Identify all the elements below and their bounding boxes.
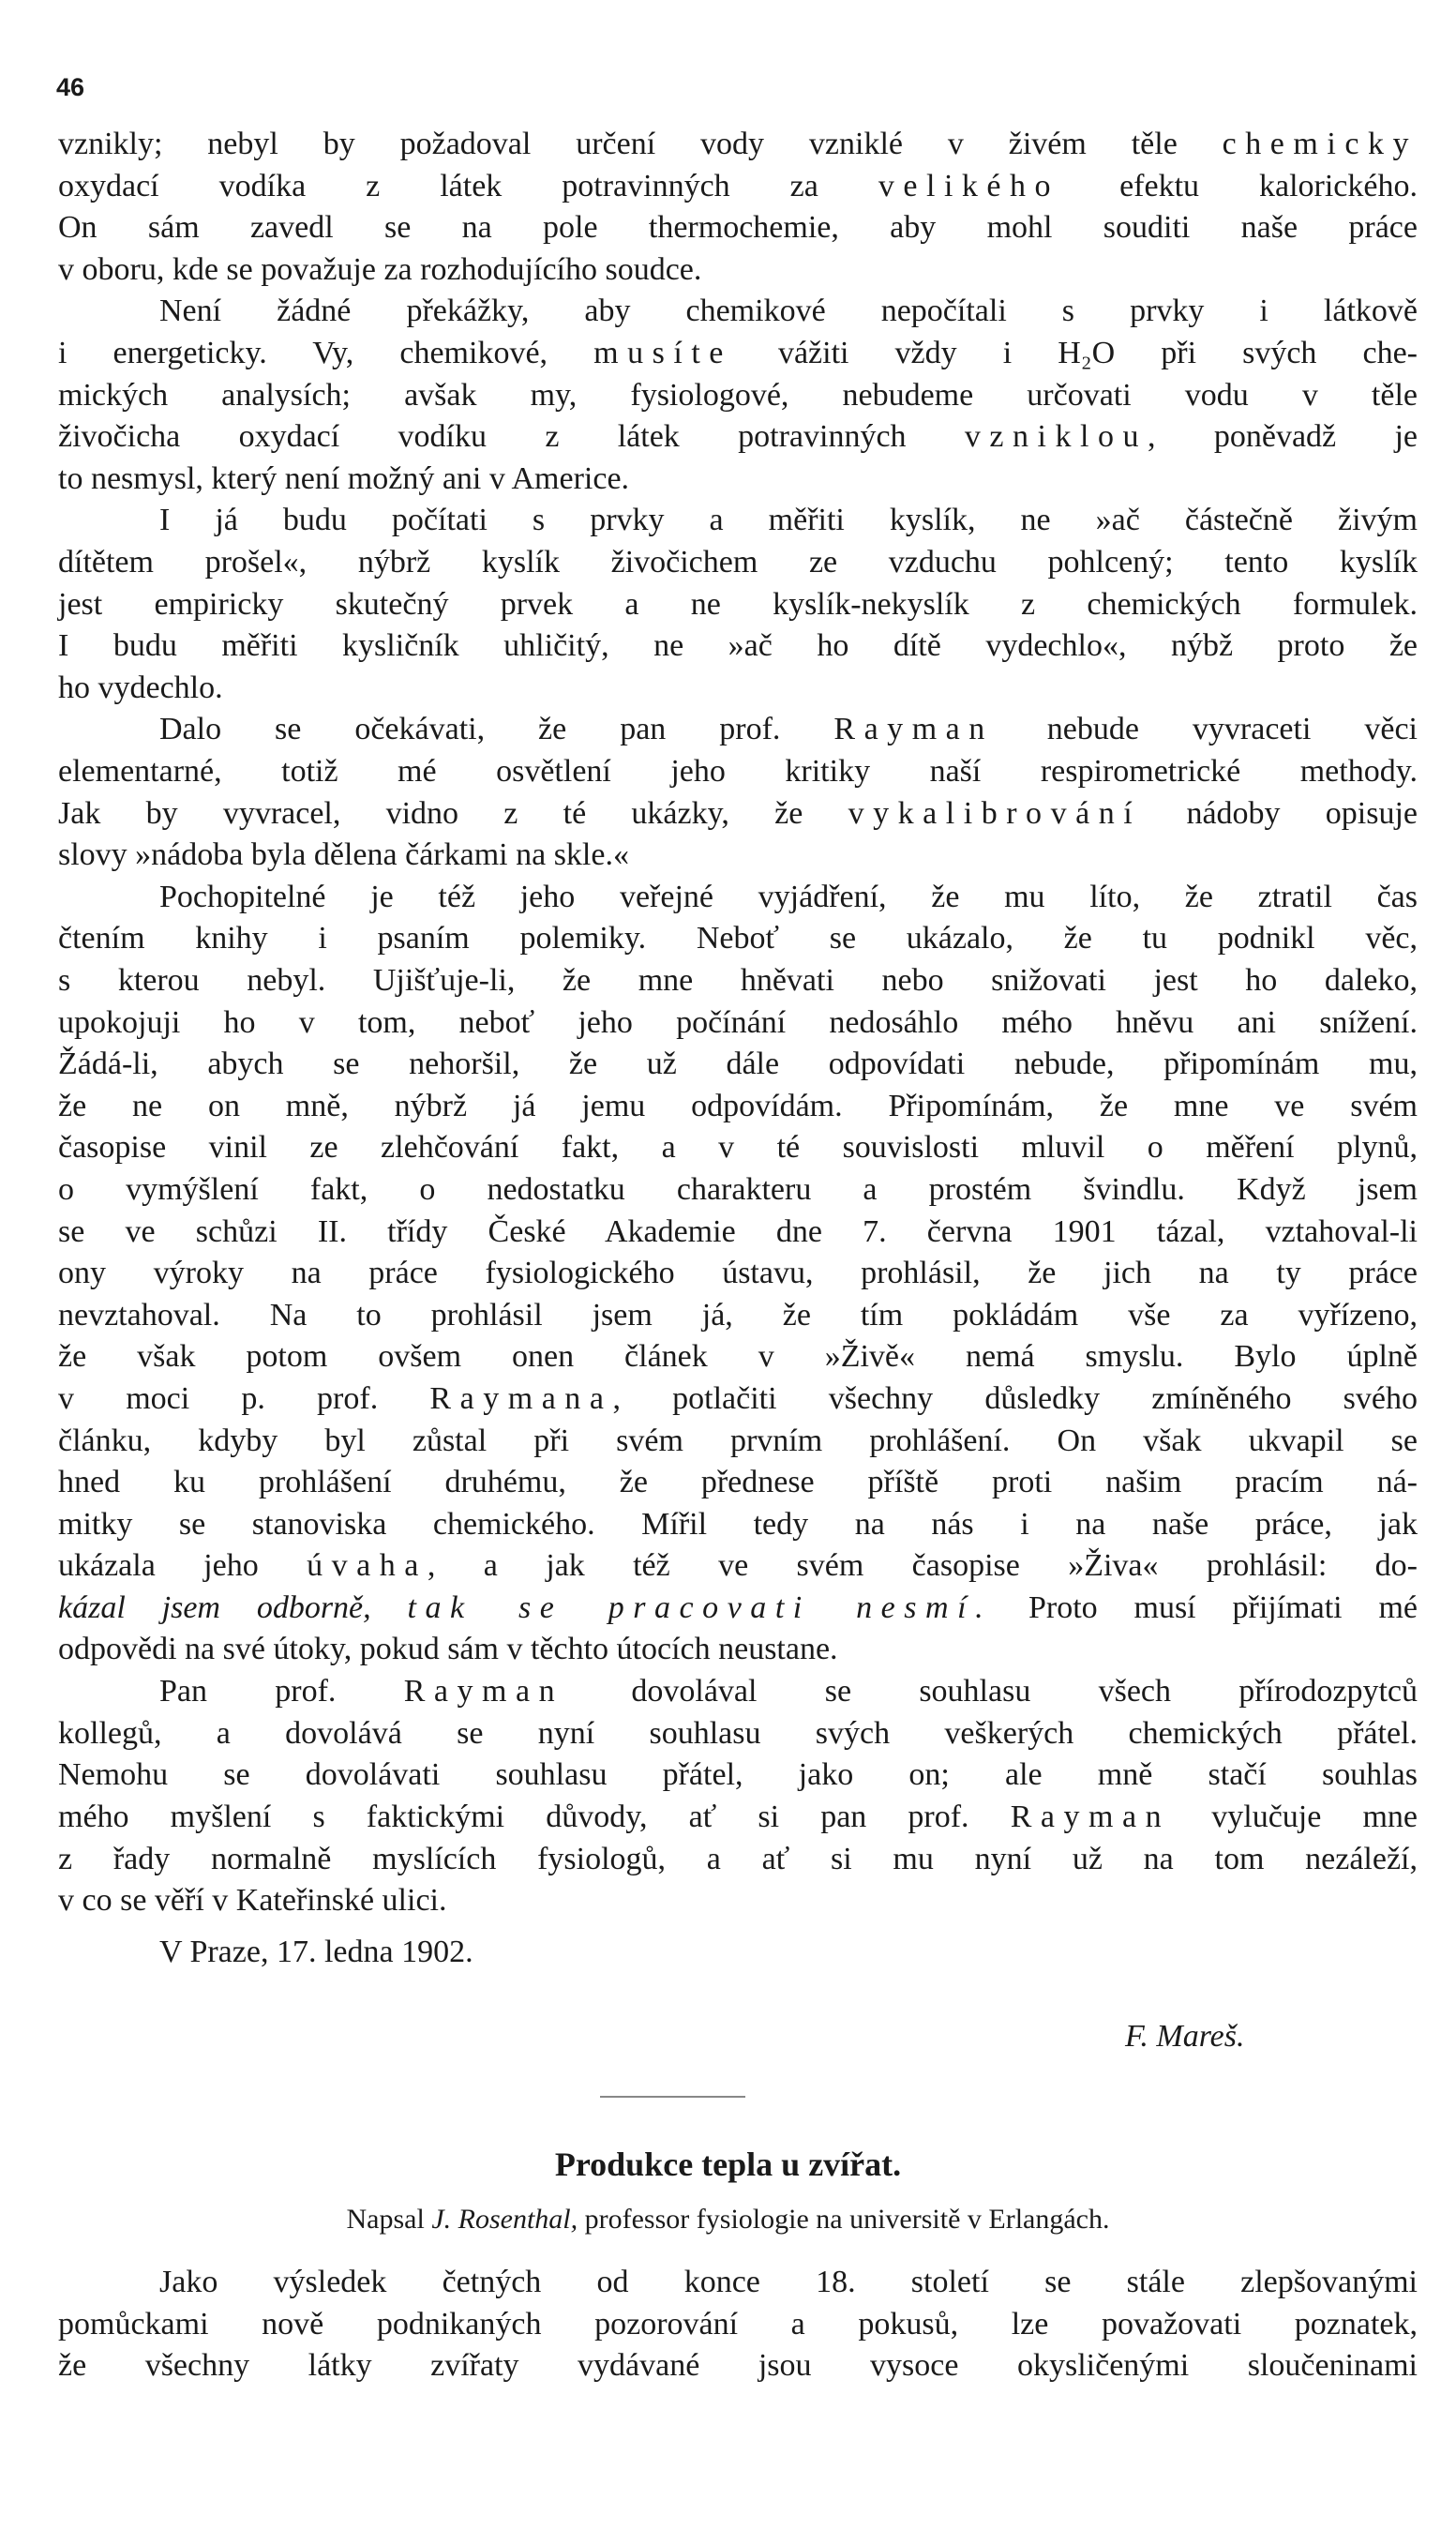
text-line: elementarné, totiž mé osvětlení jeho kritiky naší respirometrické methody. [58, 753, 1418, 789]
emphasis-text: Rayman [1010, 1799, 1171, 1834]
text-line: mitky se stanoviska chemického. Mířil tedy na nás i na naše práce, jak [58, 1506, 1418, 1542]
paragraph [58, 877, 1418, 1671]
paragraph [58, 291, 1418, 500]
text-line: že všechny látky zvířaty vydávané jsou vysoce okysličenými sloučeninami [58, 2348, 1418, 2384]
text-line: I budu měřiti kysličník uhličitý, ne »ač ho dítě vydechlo«, nýbž proto že [58, 628, 1418, 664]
section-divider [600, 2096, 745, 2098]
text-line: ho vydechlo. [58, 670, 223, 705]
text-line: v co se věří v Kateřinské ulici. [58, 1883, 447, 1919]
text-line: upokojuji ho v tom, neboť jeho počínání nedosáhlo mého hněvu ani snížení. [58, 1004, 1418, 1040]
text-line: s kterou nebyl. Ujišťuje-li, že mne hněvati nebo snižovati jest ho daleko, [58, 962, 1418, 998]
text-line: oxydací vodíka z látek potravinných za velikého efektu kalorického. [58, 168, 1418, 203]
emphasis-text: tak se pracovati nesmí. [407, 1589, 993, 1625]
text-line: z řady normalně myslících fysiologů, a ať si mu nyní už na tom nezáleží, [58, 1841, 1418, 1876]
byline-suffix: professor fysiologie na universitě v Erlangách. [578, 2204, 1110, 2235]
emphasis-text: Rayman [833, 712, 994, 747]
text-line: Jako výsledek četných od konce 18. století se stále zlepšovanými [159, 2265, 1418, 2299]
paragraph [58, 1671, 1418, 1922]
text-line: že ne on mně, nýbrž já jemu odpovídám. Připomínám, že mne ve svém [58, 1088, 1418, 1123]
text-line: vznikly; nebyl by požadoval určení vody vzniklé v živém těle chemicky [58, 127, 1418, 161]
emphasis-text: chemicky [1222, 127, 1418, 161]
emphasis-text: kázal jsem odborně, [58, 1589, 408, 1625]
text-line: kázal jsem odborně, tak se pracovati nesmí. Proto musí přijímati mé [58, 1589, 1418, 1625]
text-line: slovy »nádoba byla dělena čárkami na skle.« [58, 837, 629, 873]
page-number: 46 [56, 73, 85, 101]
text-line: Žádá-li, abych se nehoršil, že už dále odpovídati nebude, připomínám mu, [58, 1047, 1418, 1082]
text-line: nevztahoval. Na to prohlásil jsem já, že tím pokládám vše za vyřízeno, [58, 1297, 1418, 1333]
byline-prefix: Napsal [346, 2204, 432, 2235]
text-line: kollegů, a dovolává se nyní souhlasu svých veškerých chemických přátel. [58, 1715, 1418, 1751]
emphasis-text: vykalibrování [848, 795, 1142, 831]
text-line: odpovědi na své útoky, pokud sám v těchto útocích neustane. [58, 1632, 838, 1667]
text-line: pomůckami nově podnikaných pozorování a pokusů, lze považovati poznatek, [58, 2306, 1418, 2342]
paragraph [58, 500, 1418, 709]
text-line: V Praze, 17. ledna 1902. [159, 1934, 473, 1969]
text-line: I já budu počítati s prvky a měřiti kyslík, ne »ač částečně živým [159, 503, 1418, 538]
text-line: mého myšlení s faktickými důvody, ať si pan prof. Rayman vylučuje mne [58, 1799, 1418, 1834]
text-line: dítětem prošel«, nýbrž kyslík živočichem ze vzduchu pohlcený; tento kyslík [58, 544, 1418, 580]
text-line: se ve schůzi II. třídy České Akademie dne 7. června 1901 tázal, vztahoval-li [58, 1213, 1418, 1249]
text-line: že však potom ovšem onen článek v »Živě« nemá smyslu. Bylo úplně [58, 1339, 1418, 1375]
text-line: Jak by vyvracel, vidno z té ukázky, že vykalibrování nádoby opisuje [58, 795, 1418, 831]
emphasis-text: Raymana [429, 1380, 613, 1416]
text-line: Není žádné překážky, aby chemikové nepočítali s prvky i látkově [159, 294, 1418, 329]
paragraph [58, 124, 1418, 291]
emphasis-text: Rayman [403, 1674, 564, 1709]
paragraph [58, 709, 1418, 876]
article-byline [0, 2204, 1456, 2236]
emphasis-text: musíte [593, 335, 732, 370]
text-line: On sám zavedl se na pole thermochemie, aby mohl souditi naše práce [58, 210, 1418, 246]
text-line: ukázala jeho úvaha, a jak též ve svém časopise »Živa« prohlásil: do- [58, 1548, 1418, 1584]
text-line: to nesmysl, který není možný ani v Americe. [58, 460, 630, 496]
text-line: mických analysích; avšak my, fysiologové, nebudeme určovati vodu v těle [58, 377, 1418, 413]
text-line: ony výroky na práce fysiologického ústavu, prohlásil, že jich na ty práce [58, 1256, 1418, 1291]
text-line: článku, kdyby byl zůstal při svém prvním prohlášení. On však ukvapil se [58, 1423, 1418, 1458]
text-line: v oboru, kde se považuje za rozhodujícího soudce. [58, 251, 702, 287]
text-line: jest empiricky skutečný prvek a ne kyslík-nekyslík z chemických formulek. [58, 586, 1418, 622]
text-line: Pan prof. Rayman dovolával se souhlasu všech přírodozpytců [159, 1674, 1418, 1709]
text-line: o vymýšlení fakt, o nedostatku charakteru a prostém švindlu. Když jsem [58, 1171, 1418, 1207]
byline-author: J. Rosenthal, [431, 2204, 578, 2235]
text-line: i energeticky. Vy, chemikové, musíte vážiti vždy i H₂O při svých che- [58, 335, 1418, 370]
emphasis-text: úvaha [307, 1548, 428, 1584]
text-line: časopise vinil ze zlehčování fakt, a v té souvislosti mluvil o měření plynů, [58, 1130, 1418, 1166]
text-line: hned ku prohlášení druhému, že přednese příště proti našim pracím ná- [58, 1465, 1418, 1500]
article-paragraph [58, 2262, 1418, 2387]
signature: F. Mareš. [1125, 2019, 1245, 2054]
text-line: Nemohu se dovolávati souhlasu přátel, jako on; ale mně stačí souhlas [58, 1757, 1418, 1793]
paragraph [58, 1932, 1418, 1974]
text-line: Pochopitelné je též jeho veřejné vyjádření, že mu líto, že ztratil čas [159, 879, 1418, 914]
article-title: Produkce tepla u zvířat. [554, 2146, 902, 2183]
emphasis-text: vzniklou [964, 419, 1148, 455]
emphasis-text: velikého [878, 168, 1060, 203]
text-line: živočicha oxydací vodíku z látek potravinných vzniklou, poněvadž je [58, 419, 1418, 455]
text-line: čtením knihy i psaním polemiky. Neboť se ukázalo, že tu podnikl věc, [58, 921, 1418, 956]
text-line: v moci p. prof. Raymana, potlačiti všechny důsledky zmíněného svého [58, 1380, 1418, 1416]
text-line: Dalo se očekávati, že pan prof. Rayman nebude vyvraceti věci [159, 712, 1418, 747]
